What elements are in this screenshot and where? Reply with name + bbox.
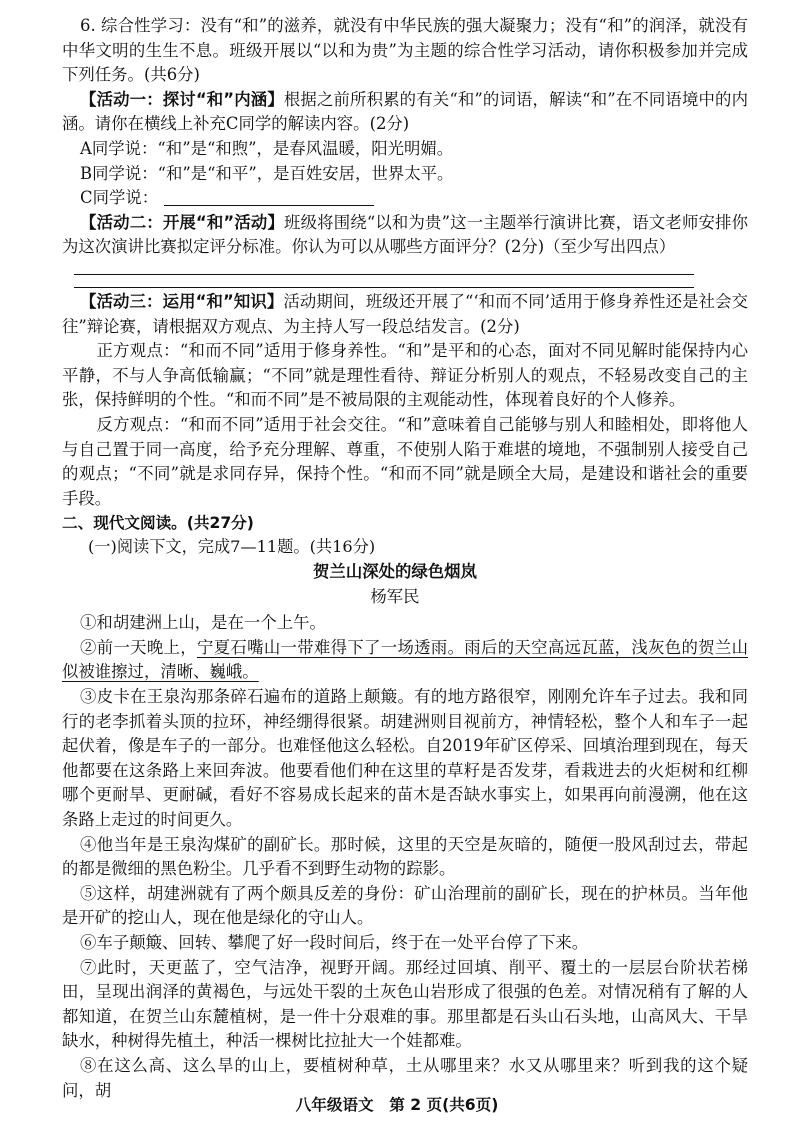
activity-2-text: 班级将围绕“以和为贵”这一主题举行演讲比赛，语文老师安排你为这次演讲比赛拟定评分标准。你认为可以从哪些方面评分？(2分)（至少写出四点） <box>62 212 749 257</box>
student-a-answer: A同学说：“和”是“和煦”，是春风温暖，阳光明媚。 <box>80 138 454 158</box>
student-b-answer: B同学说：“和”是“和平”，是百姓安居，世界太平。 <box>80 163 454 183</box>
article-paragraph-7: ⑦此时，天更蓝了，空气洁净，视野开阔。那经过回填、削平、覆土的一层层台阶状若梯田，呈现出润泽的黄褐色，与远处干裂的土灰色山岩形成了很强的色差。对情况稍有了解的人都知道，在贺兰山东麓植树，是一件十分艰难的事。那里都是石头山石头地，山高风大、干旱缺水，种树得先植土，种活一棵树比拉扯大一个娃都难。 <box>62 957 748 1051</box>
student-c-label: C同学说： <box>80 188 159 208</box>
pro-viewpoint: 正方观点：“和而不同”适用于修身养性。“和”是平和的心态，面对不同见解时能保持内心平静，不与人争高低输赢；“不同”就是理性看待、辩证分析别人的观点，不轻易改变自己的主张，保持鲜明的个性。“和而不同”是不被局限的主观能动性，体现着良好的个人修养。 <box>62 341 748 410</box>
answer-blank-c[interactable] <box>164 191 374 206</box>
article-paragraph-4: ④他当年是王泉沟煤矿的副矿长。那时候，这里的天空是灰暗的，随便一股风刮过去，带起的都是微细的黑色粉尘。几乎看不到野生动物的踪影。 <box>62 834 748 879</box>
activity-3-label: 【活动三：运用“和”知识】 <box>80 291 284 311</box>
activity-3-text: 活动期间，班级还开展了“‘和而不同’适用于修身养性还是社会交往”辩论赛，请根据双方观点、为主持人写一段总结发言。(2分) <box>62 291 748 336</box>
q6-intro: 6. 综合性学习：没有“和”的滋养，就没有中华民族的强大凝聚力；没有“和”的润泽，就没有中华文明的生生不息。班级开展以“以和为贵”为主题的综合性学习活动，请你积极参加并完成下列任务。(共6分) <box>62 16 748 85</box>
paragraph-2-lead: ②前一天晚上， <box>80 637 197 657</box>
section-2-subtitle: (一)阅读下文，完成7—11题。(共16分) <box>88 537 376 557</box>
activity-1-text: 根据之前所积累的有关“和”的词语，解读“和”在不同语境中的内涵。请你在横线上补充C同学的解读内容。(2分) <box>62 89 748 134</box>
answer-line-2[interactable] <box>74 287 694 288</box>
article-paragraph-6: ⑥车子颠簸、回转、攀爬了好一段时间后，终于在一处平台停了下来。 <box>80 933 589 952</box>
activity-2 <box>62 211 748 260</box>
activity-1-label: 【活动一：探讨“和”内涵】 <box>80 89 284 109</box>
article-paragraph-5: ⑤这样，胡建洲就有了两个颇具反差的身份：矿山治理前的副矿长，现在的护林员。当年他是开矿的挖山人，现在他是绿化的守山人。 <box>62 883 748 928</box>
article-paragraph-3: ③皮卡在王泉沟那条碎石遍布的道路上颠簸。有的地方路很窄，刚刚允许车子过去。我和同行的老李抓着头顶的拉环，神经绷得很紧。胡建洲则目视前方，神情轻松，整个人和车子一起起伏着，像是车子的一部分。也难怪他这么轻松。自2019年矿区停采、回填治理到现在，每天他都要在这条路上来回奔波。他要看他们种在这里的草籽是否发芽，看栽进去的火炬树和红柳哪个更耐旱、更耐碱，看好不容易成长起来的苗木是否缺水事实上，如果再向前漫溯，他在这条路上走过的时间更久。 <box>62 687 748 830</box>
activity-2-label: 【活动二：开展“和”活动】 <box>80 212 285 232</box>
paragraph-2-underlined: 宁夏石嘴山一带难得下了一场透雨。雨后的天空高远瓦蓝，浅灰色的贺兰山似被谁擦过，清晰、巍峨。 <box>62 637 749 682</box>
con-viewpoint: 反方观点：“和而不同”适用于社会交往。“和”意味着自己能够与别人和睦相处，即将他人与自己置于同一高度，给予充分理解、尊重，不使别人陷于难堪的境地，不强制别人接受自己的观点；“不同”就是求同存异，保持个性。“和而不同”就是顾全大局，是建设和谐社会的重要手段。 <box>62 414 748 508</box>
activity-1 <box>62 88 748 137</box>
section-2-title: 二、现代文阅读。(共27分) <box>62 514 254 533</box>
article-paragraph-8: ⑧在这么高、这么旱的山上，要植树种草，土从哪里来？水又从哪里来？听到我的这个疑问，胡 <box>62 1055 748 1100</box>
answer-line-1[interactable] <box>74 274 694 275</box>
article-paragraph-2 <box>62 636 748 685</box>
article-title: 贺兰山深处的绿色烟岚 <box>313 562 477 582</box>
article-author: 杨军民 <box>370 587 420 607</box>
student-c-line <box>62 186 748 211</box>
article-paragraph-1: ①和胡建洲上山，是在一个上午。 <box>80 613 326 633</box>
page-footer: 八年级语文 第 2 页(共6页) <box>295 1096 499 1114</box>
activity-3 <box>62 290 748 339</box>
